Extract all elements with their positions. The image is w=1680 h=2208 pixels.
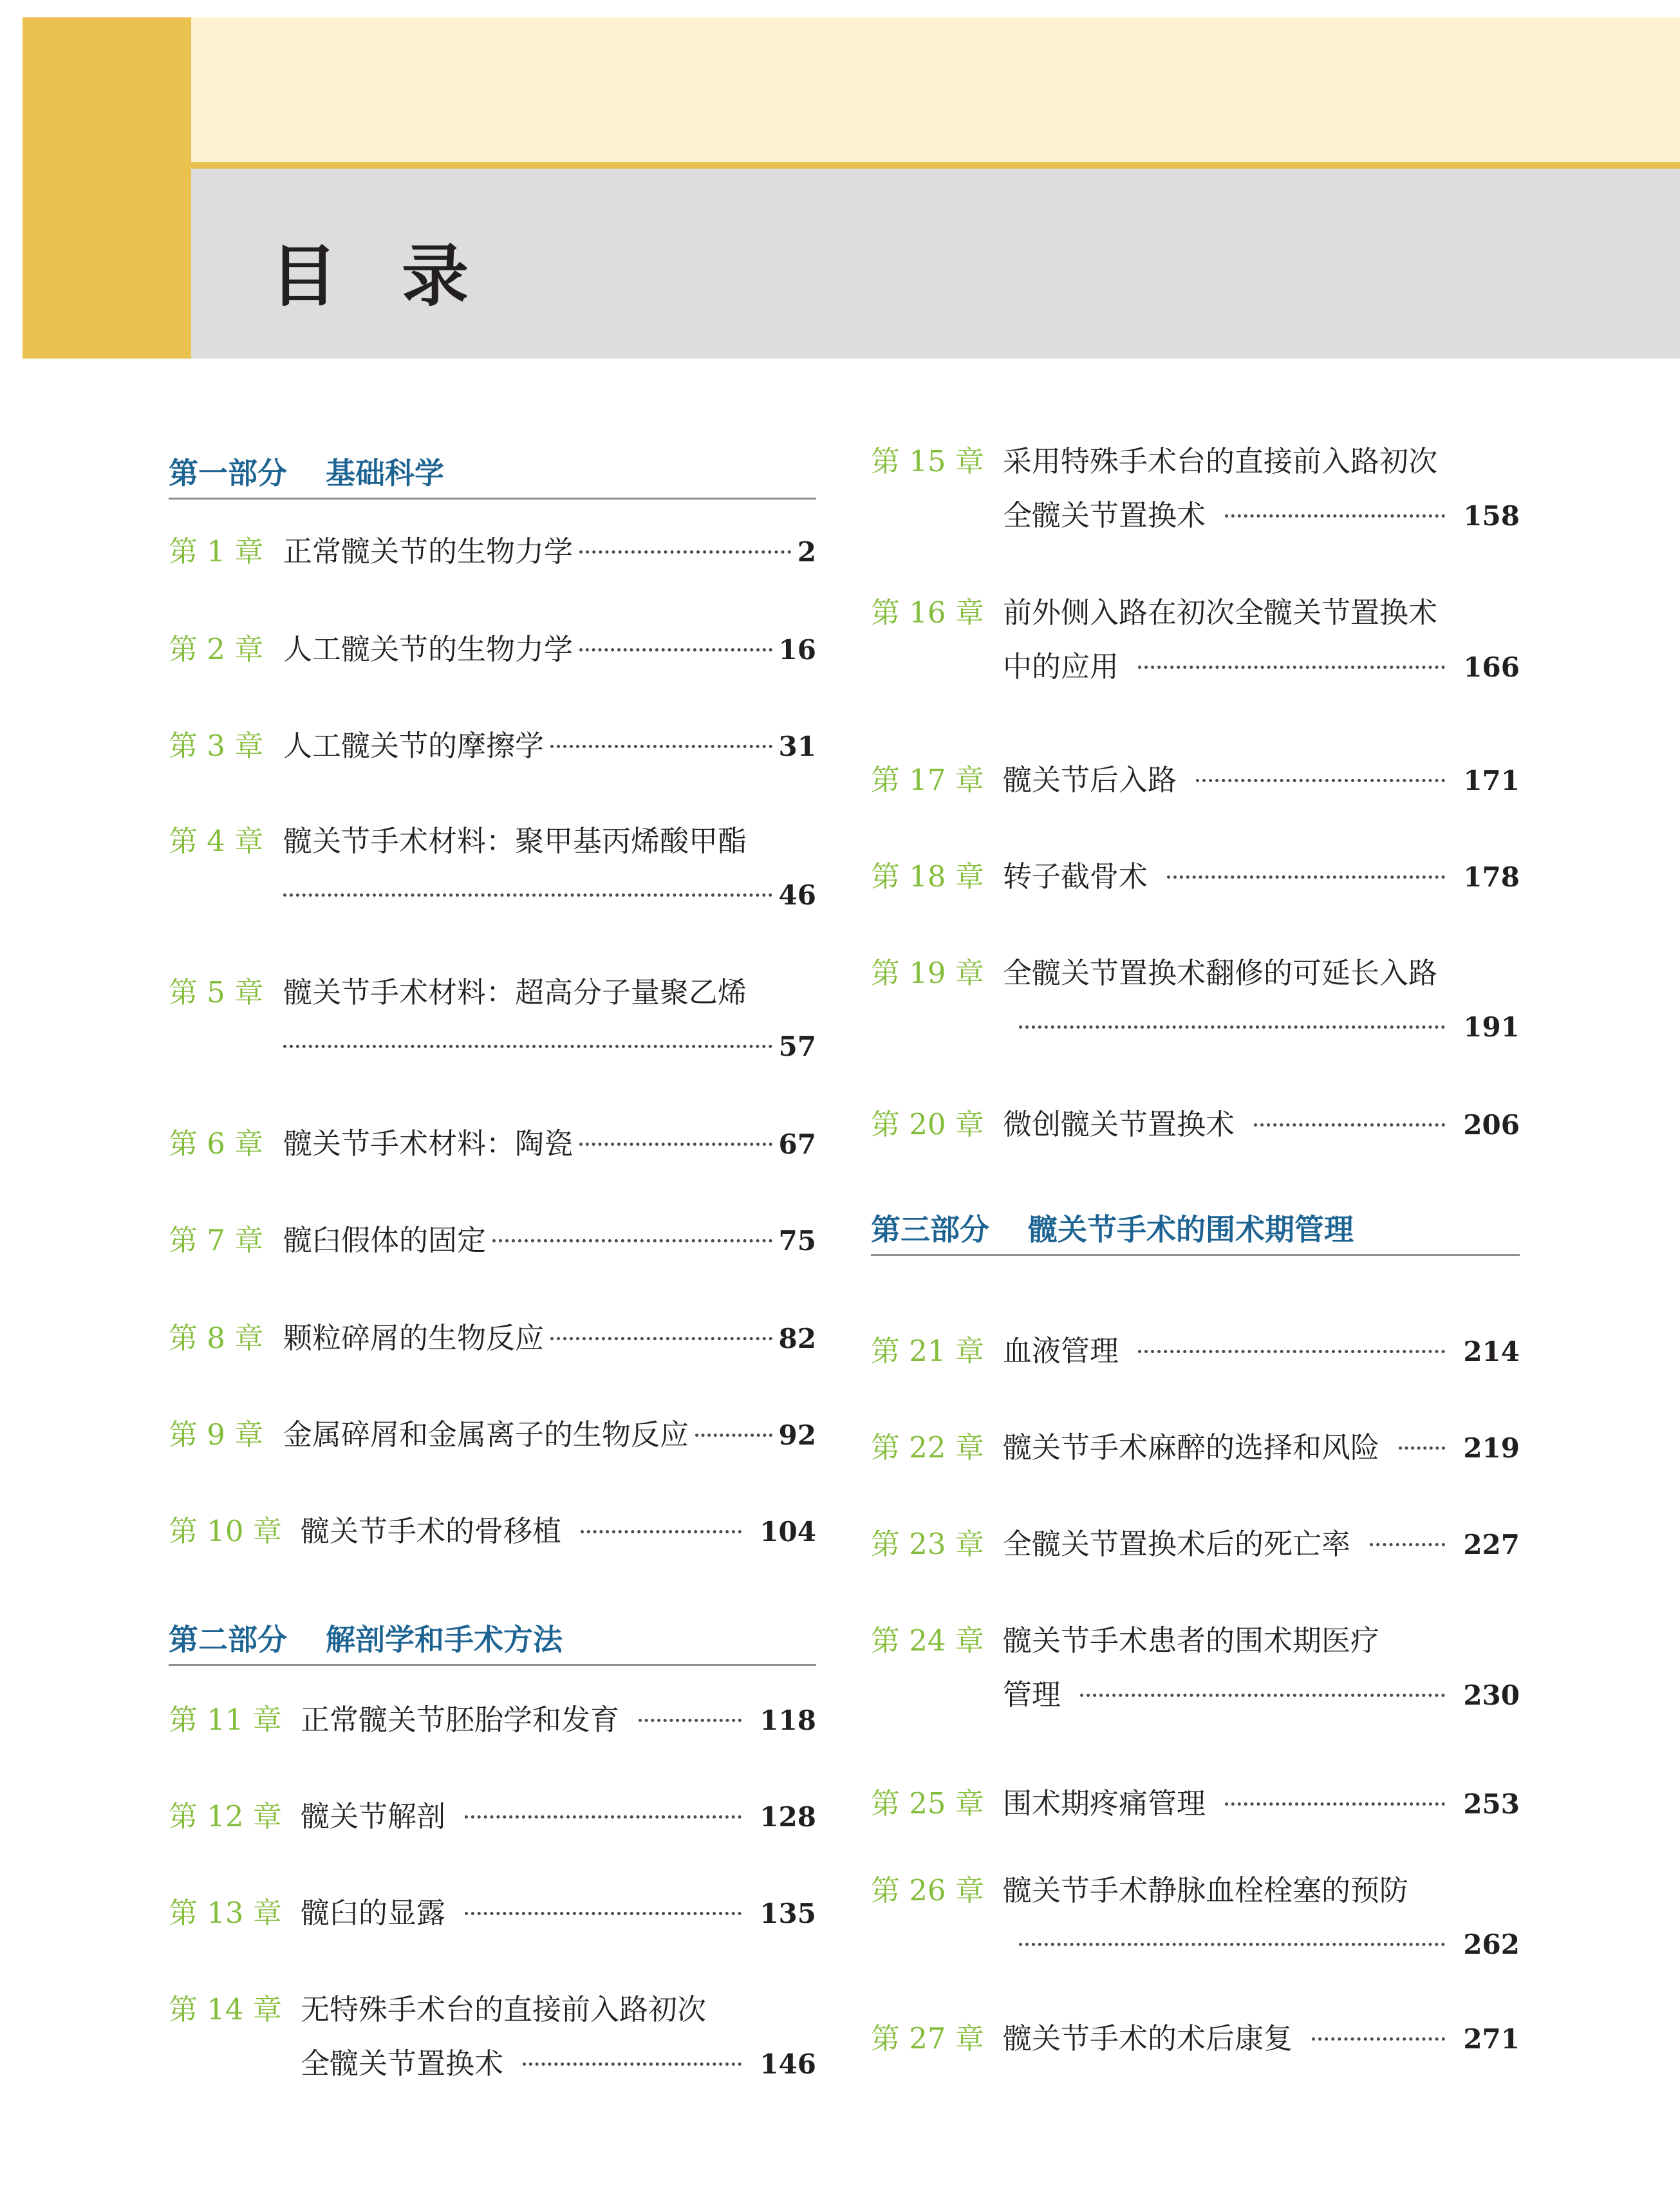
- part-label: 第三部分: [871, 1212, 989, 1247]
- leader-dots: [639, 1719, 742, 1722]
- chapter-number: 第 26 章: [871, 1873, 984, 1907]
- page-number: 227: [1463, 1529, 1520, 1560]
- chapter-number: 第 6 章: [169, 1127, 264, 1161]
- page-title: 目录: [270, 236, 534, 315]
- page-number: 206: [1463, 1109, 1520, 1141]
- part-label: 第一部分: [169, 456, 287, 491]
- chapter-title: 髋臼的显露: [301, 1896, 446, 1930]
- part-title: 基础科学: [326, 456, 444, 491]
- leader-dots: [1225, 1802, 1445, 1806]
- toc-entry-ch7[interactable]: [169, 1213, 816, 1268]
- chapter-number: 第 10 章: [169, 1514, 282, 1548]
- toc-entry-ch23[interactable]: [871, 1517, 1520, 1571]
- page-number: 230: [1463, 1679, 1520, 1711]
- chapter-title: 全髋关节置换术翻修的可延长入路: [1003, 956, 1438, 990]
- page-number: 166: [1463, 651, 1520, 683]
- page-number: 146: [760, 2048, 816, 2080]
- chapter-title-line2: 全髋关节置换术: [1003, 498, 1206, 532]
- leader-dots: [283, 893, 772, 897]
- chapter-title: 髋关节手术的骨移植: [301, 1514, 562, 1548]
- page-number: 271: [1463, 2023, 1520, 2055]
- chapter-title: 髋臼假体的固定: [283, 1223, 487, 1257]
- chapter-title-line1: 采用特殊手术台的直接前入路初次: [1003, 444, 1438, 478]
- chapter-number: 第 25 章: [871, 1786, 984, 1820]
- leader-dots: [1138, 1350, 1445, 1353]
- part-heading-3: [871, 1210, 1520, 1256]
- toc-entry-ch15[interactable]: [871, 435, 1520, 543]
- part-heading-2: [169, 1620, 816, 1666]
- chapter-number: 第 9 章: [169, 1417, 264, 1452]
- chapter-number: 第 19 章: [871, 956, 984, 990]
- page-number: 219: [1463, 1432, 1520, 1464]
- chapter-number: 第 2 章: [169, 632, 264, 666]
- leader-dots: [1196, 779, 1445, 782]
- chapter-title: 微创髋关节置换术: [1003, 1107, 1235, 1141]
- leader-dots: [579, 1143, 772, 1146]
- page-number: 46: [778, 879, 816, 911]
- chapter-number: 第 16 章: [871, 595, 984, 630]
- chapter-number: 第 27 章: [871, 2021, 984, 2055]
- chapter-title: 正常髋关节胚胎学和发育: [301, 1703, 620, 1737]
- leader-dots: [1370, 1543, 1445, 1546]
- chapter-number: 第 20 章: [871, 1107, 984, 1141]
- page-number: 57: [778, 1031, 816, 1062]
- chapter-number: 第 18 章: [871, 859, 984, 893]
- chapter-title-line2: 中的应用: [1003, 650, 1119, 684]
- toc-entry-ch3[interactable]: [169, 719, 816, 773]
- toc-entry-ch9[interactable]: [169, 1408, 816, 1462]
- chapter-title: 正常髋关节的生物力学: [283, 534, 574, 568]
- toc-entry-ch2[interactable]: [169, 622, 816, 677]
- chapter-title: 髋关节手术材料：陶瓷: [283, 1127, 574, 1161]
- chapter-title: 髋关节手术的术后康复: [1003, 2021, 1293, 2055]
- leader-dots: [1019, 1025, 1445, 1029]
- leader-dots: [523, 2063, 742, 2066]
- chapter-title: 髋关节解剖: [301, 1799, 446, 1833]
- toc-entry-ch22[interactable]: [871, 1421, 1520, 1475]
- part-heading-1: [169, 454, 816, 500]
- page-number: 82: [778, 1323, 816, 1354]
- chapter-number: 第 13 章: [169, 1896, 282, 1930]
- leader-dots: [1312, 2037, 1445, 2041]
- toc-entry-ch8[interactable]: [169, 1311, 816, 1365]
- chapter-number: 第 4 章: [169, 824, 264, 858]
- chapter-number: 第 24 章: [871, 1623, 984, 1658]
- leader-dots: [492, 1239, 772, 1242]
- toc-entry-ch6[interactable]: [169, 1117, 816, 1171]
- page-number: 128: [760, 1801, 816, 1833]
- chapter-title: 髋关节手术麻醉的选择和风险: [1003, 1430, 1380, 1464]
- chapter-title: 血液管理: [1003, 1334, 1119, 1368]
- toc-entry-ch18[interactable]: [871, 850, 1520, 904]
- page-number: 31: [778, 731, 816, 762]
- leader-dots: [1399, 1446, 1445, 1450]
- chapter-title: 髋关节手术材料：聚甲基丙烯酸甲酯: [283, 824, 747, 858]
- chapter-number: 第 22 章: [871, 1430, 984, 1464]
- leader-dots: [1225, 514, 1445, 518]
- leader-dots: [579, 550, 791, 554]
- leader-dots: [283, 1045, 772, 1048]
- toc-entry-ch26[interactable]: [871, 1864, 1520, 1972]
- page-number: 104: [760, 1516, 816, 1548]
- chapter-number: 第 23 章: [871, 1527, 984, 1561]
- chapter-title-line2: 管理: [1003, 1678, 1061, 1712]
- page-number: 92: [778, 1419, 816, 1451]
- toc-entry-ch25[interactable]: [871, 1777, 1520, 1831]
- chapter-title: 金属碎屑和金属离子的生物反应: [283, 1417, 689, 1452]
- chapter-number: 第 12 章: [169, 1799, 282, 1833]
- toc-entry-ch16[interactable]: [871, 586, 1520, 694]
- chapter-title: 人工髋关节的生物力学: [283, 632, 574, 666]
- chapter-title: 髋关节手术材料：超高分子量聚乙烯: [283, 975, 747, 1009]
- toc-entry-ch21[interactable]: [871, 1324, 1520, 1378]
- chapter-title: 髋关节后入路: [1003, 763, 1177, 797]
- chapter-number: 第 5 章: [169, 975, 264, 1009]
- chapter-title: 颗粒碎屑的生物反应: [283, 1321, 545, 1355]
- toc-entry-ch13[interactable]: [169, 1886, 816, 1940]
- part-title: 髋关节手术的围术期管理: [1028, 1212, 1354, 1247]
- page-number: 118: [760, 1705, 816, 1736]
- leader-dots: [1019, 1943, 1445, 1946]
- toc-entry-ch27[interactable]: [871, 2012, 1520, 2066]
- toc-entry-ch4[interactable]: [169, 814, 816, 922]
- chapter-number: 第 3 章: [169, 729, 264, 763]
- header-gold-block: [23, 17, 191, 359]
- leader-dots: [1138, 666, 1445, 669]
- chapter-number: 第 1 章: [169, 534, 264, 568]
- chapter-title-line1: 无特殊手术台的直接前入路初次: [301, 1992, 707, 2026]
- page-number: 75: [778, 1225, 816, 1257]
- part-label: 第二部分: [169, 1622, 287, 1657]
- page-number: 158: [1463, 500, 1520, 532]
- toc-entry-ch24[interactable]: [871, 1614, 1520, 1722]
- toc-entry-ch17[interactable]: [871, 753, 1520, 807]
- page-number: 178: [1463, 861, 1520, 893]
- chapter-title: 全髋关节置换术后的死亡率: [1003, 1527, 1351, 1561]
- leader-dots: [695, 1434, 772, 1437]
- chapter-title-line2: 全髋关节置换术: [301, 2046, 504, 2081]
- header-divider: [191, 162, 1680, 169]
- leader-dots: [1167, 875, 1445, 879]
- chapter-title: 髋关节手术静脉血栓栓塞的预防: [1003, 1873, 1409, 1907]
- chapter-title-line1: 髋关节手术患者的围术期医疗: [1003, 1623, 1380, 1658]
- chapter-title: 转子截骨术: [1003, 859, 1148, 893]
- leader-dots: [1254, 1123, 1445, 1127]
- chapter-title: 围术期疼痛管理: [1003, 1786, 1206, 1820]
- toc-entry-ch14[interactable]: [169, 1983, 816, 2091]
- chapter-number: 第 11 章: [169, 1703, 282, 1737]
- toc-entry-ch20[interactable]: [871, 1098, 1520, 1152]
- page-number: 191: [1463, 1011, 1520, 1043]
- leader-dots: [581, 1530, 742, 1533]
- leader-dots: [579, 648, 772, 651]
- leader-dots: [1080, 1694, 1445, 1697]
- chapter-title: 人工髋关节的摩擦学: [283, 729, 545, 763]
- leader-dots: [550, 1337, 772, 1340]
- toc-entry-ch12[interactable]: [169, 1790, 816, 1844]
- toc-entry-ch11[interactable]: [169, 1693, 816, 1747]
- leader-dots: [465, 1912, 742, 1915]
- toc-entry-ch19[interactable]: [871, 946, 1520, 1054]
- part-title: 解剖学和手术方法: [326, 1622, 563, 1657]
- chapter-number: 第 8 章: [169, 1321, 264, 1355]
- header-cream-band: [191, 17, 1680, 162]
- page-number: 16: [778, 634, 816, 666]
- toc-entry-ch5[interactable]: [169, 966, 816, 1074]
- chapter-number: 第 7 章: [169, 1223, 264, 1257]
- toc-entry-ch1[interactable]: [169, 525, 816, 579]
- chapter-number: 第 14 章: [169, 1992, 282, 2026]
- chapter-number: 第 15 章: [871, 444, 984, 478]
- page-number: 2: [797, 536, 816, 568]
- page-number: 214: [1463, 1336, 1520, 1367]
- page-number: 135: [760, 1898, 816, 1929]
- chapter-number: 第 21 章: [871, 1334, 984, 1368]
- page-number: 262: [1463, 1929, 1520, 1960]
- chapter-title-line1: 前外侧入路在初次全髋关节置换术: [1003, 595, 1438, 630]
- page-number: 253: [1463, 1788, 1520, 1820]
- leader-dots: [550, 745, 772, 748]
- page-number: 67: [778, 1128, 816, 1160]
- leader-dots: [465, 1815, 742, 1819]
- toc-entry-ch10[interactable]: [169, 1504, 816, 1558]
- page-number: 171: [1463, 765, 1520, 796]
- chapter-number: 第 17 章: [871, 763, 984, 797]
